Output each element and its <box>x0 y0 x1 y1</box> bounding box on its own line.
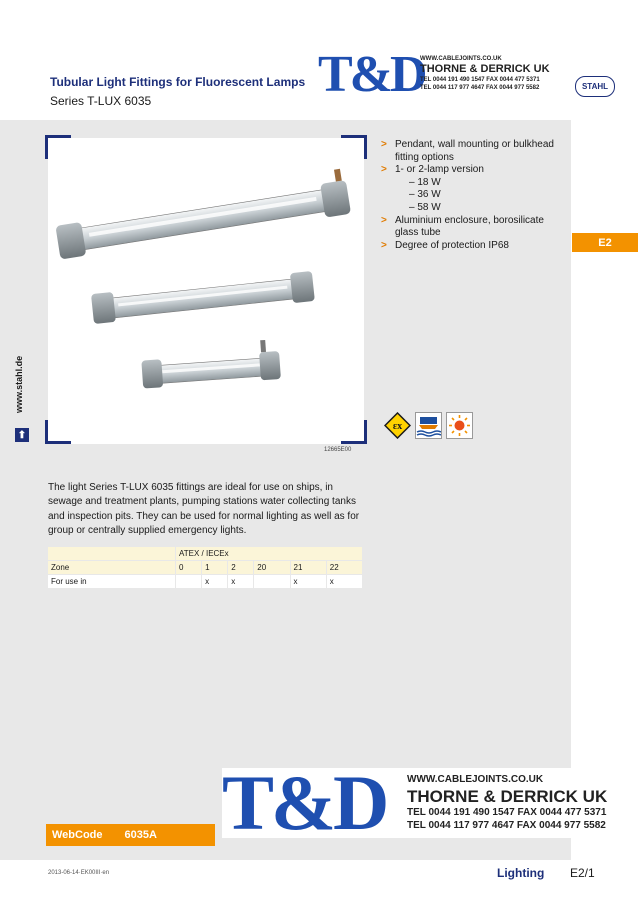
feature-item <box>381 139 561 164</box>
certification-icons <box>384 412 473 439</box>
stahl-logo: STAHL <box>575 76 615 97</box>
use-cell: x <box>326 575 362 589</box>
td-logo-mark: T&D <box>318 45 425 103</box>
logo-url: WWW.CABLEJOINTS.CO.UK <box>407 773 544 785</box>
zone-cell: 1 <box>202 561 228 575</box>
page-subtitle: Series T-LUX 6035 <box>50 94 152 108</box>
bullet-icon: > <box>381 164 387 176</box>
table-row-zone <box>48 561 363 575</box>
side-url-link[interactable]: www.stahl.de <box>14 355 24 413</box>
table-header-row <box>48 547 363 561</box>
page-number: E2/1 <box>570 866 595 880</box>
ex-icon <box>384 412 411 439</box>
webcode-label: WebCode <box>52 829 103 841</box>
feature-item <box>381 215 561 240</box>
wattage-item: – 58 W <box>409 202 561 215</box>
use-cell: x <box>290 575 326 589</box>
frame-corner-top-left <box>45 135 71 159</box>
wattage-list <box>395 177 561 215</box>
light-fittings-illustration <box>48 138 364 444</box>
logo-tel-1: TEL 0044 191 490 1547 FAX 0044 477 5371 <box>407 807 607 819</box>
fitting-large <box>53 168 351 259</box>
webcode-bar[interactable] <box>46 824 215 846</box>
feature-text: Aluminium enclosure, borosilicate glass tube <box>395 214 544 239</box>
feature-item <box>381 164 561 214</box>
wattage-item: – 18 W <box>409 177 561 190</box>
use-cell: x <box>228 575 254 589</box>
atex-table <box>47 546 363 589</box>
product-description: The light Series T-LUX 6035 fittings are ideal for use on ships, in sewage and treatment plants, pumping stations water collecting tanks and inspection pits. They can be used for normal lighting as well as for group or centrally supplied emergency lights. <box>48 482 360 536</box>
fitting-small <box>140 339 280 389</box>
feature-item <box>381 240 561 253</box>
zone-cell: 22 <box>326 561 362 575</box>
logo-tel-2: TEL 0044 117 977 4647 FAX 0044 977 5582 <box>420 84 540 91</box>
td-logo-text <box>420 56 550 92</box>
arrow-up-icon[interactable]: ⬆ <box>15 428 29 442</box>
td-logo-top <box>318 43 570 105</box>
frame-corner-bottom-left <box>45 420 71 444</box>
frame-corner-bottom-right <box>341 420 367 444</box>
logo-company: THORNE & DERRICK UK <box>407 787 608 807</box>
bullet-icon: > <box>381 214 387 226</box>
logo-tel-1: TEL 0044 191 490 1547 FAX 0044 477 5371 <box>420 77 540 84</box>
logo-company: THORNE & DERRICK UK <box>420 63 550 76</box>
zone-cell: 0 <box>176 561 202 575</box>
td-logo-text <box>407 774 607 833</box>
table-cell <box>48 547 176 561</box>
page-title: Tubular Light Fittings for Fluorescent Lamps <box>50 75 306 89</box>
zone-cell: 21 <box>290 561 326 575</box>
zone-cell: 2 <box>228 561 254 575</box>
table-header: ATEX / IECEx <box>176 547 363 561</box>
bullet-icon: > <box>381 139 387 150</box>
zone-cell: 20 <box>254 561 290 575</box>
feature-text: 1- or 2-lamp version <box>395 164 484 176</box>
feature-text: Degree of protection IP68 <box>395 239 509 251</box>
bullet-icon: > <box>381 239 387 251</box>
use-label: For use in <box>48 575 176 589</box>
photo-code: 12665E00 <box>324 447 352 453</box>
feature-text: Pendant, wall mounting or bulkhead fitting options <box>395 139 554 163</box>
use-cell <box>254 575 290 589</box>
use-cell: x <box>202 575 228 589</box>
td-logo-mark: T&D <box>222 759 387 846</box>
logo-url: WWW.CABLEJOINTS.CO.UK <box>420 55 502 62</box>
marine-icon <box>415 412 442 439</box>
wattage-item: – 36 W <box>409 189 561 202</box>
sun-icon <box>446 412 473 439</box>
table-row-use <box>48 575 363 589</box>
zone-label: Zone <box>48 561 176 575</box>
frame-corner-top-right <box>341 135 367 159</box>
use-cell <box>176 575 202 589</box>
header <box>50 75 305 108</box>
footer-section: Lighting <box>497 866 545 880</box>
section-tab[interactable]: E2 <box>572 233 638 252</box>
product-photo <box>48 138 364 444</box>
fitting-medium <box>91 271 315 324</box>
webcode-value: 6035A <box>124 829 157 841</box>
feature-list <box>381 139 561 252</box>
logo-tel-2: TEL 0044 117 977 4647 FAX 0044 977 5582 <box>407 819 606 831</box>
footer-date: 2013-06-14·EK00III·en <box>48 870 110 876</box>
svg-text:εx: εx <box>392 421 403 432</box>
right-margin <box>571 120 638 860</box>
td-logo-bottom <box>222 759 637 846</box>
